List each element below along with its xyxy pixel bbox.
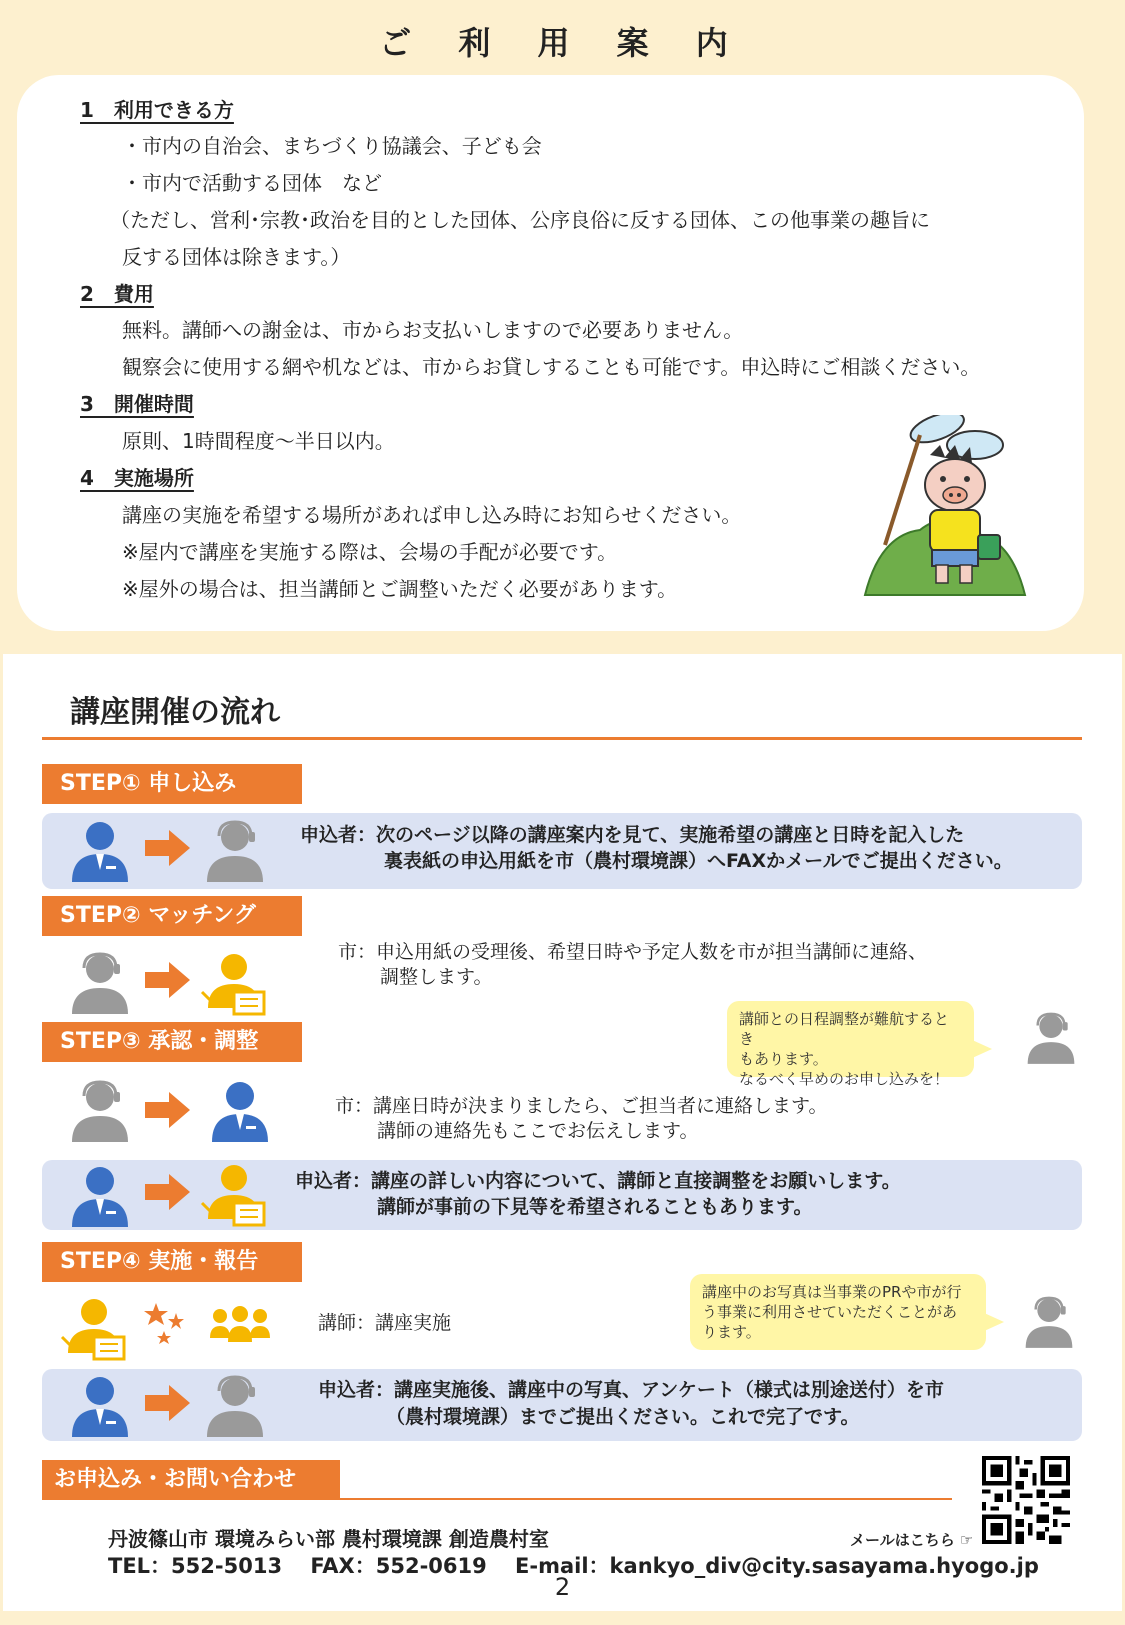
page-title: ご 利 用 案 内	[379, 24, 746, 62]
applicant-icon	[70, 1165, 130, 1227]
arrow-right-icon	[145, 1174, 190, 1210]
city-staff-icon	[1026, 1012, 1076, 1064]
info-text: 観察会に使用する網や机などは、市からお貸しすることも可能です。申込時にご相談ください。	[122, 355, 981, 379]
bubble-text: ります。	[702, 1323, 761, 1341]
info-text: 原則、1時間程度～半日以内。	[122, 429, 395, 453]
arrow-right-icon	[145, 1385, 190, 1421]
stars-icon	[144, 1303, 188, 1347]
step4-band-line1: 申込者：講座実施後、講座中の写真、アンケート（様式は別途送付）を市	[318, 1379, 944, 1401]
step2-header: STEP② マッチング	[42, 896, 302, 936]
step4-text: 講師：講座実施	[318, 1312, 452, 1334]
contact-header: お申込み・お問い合わせ	[42, 1460, 340, 1500]
participants-icon	[210, 1306, 270, 1344]
step4-band-line2: （農村環境課）までご提出ください。これで完了です。	[386, 1406, 860, 1428]
step1-text-line1: 申込者：次のページ以降の講座案内を見て、実施希望の講座と日時を記入した	[300, 824, 965, 846]
bubble-text: なるべく早めのお申し込みを！	[739, 1070, 950, 1088]
applicant-icon	[70, 1375, 130, 1437]
section-heading: 1 利用できる方	[80, 98, 234, 122]
contact-organization: 丹波篠山市 環境みらい部 農村環境課 創造農村室	[108, 1527, 549, 1551]
info-text: ※屋内で講座を実施する際は、会場の手配が必要です。	[122, 540, 618, 564]
lecturer-icon	[200, 952, 268, 1016]
info-text: ・市内で活動する団体 など	[122, 171, 382, 195]
contact-phones-email: TEL：552-5013 FAX：552-0619 E-mail：kankyo_div@city.sasayama.hyogo.jp	[108, 1554, 1039, 1578]
step3-band-line1: 申込者：講座の詳しい内容について、講師と直接調整をお願いします。	[295, 1170, 901, 1192]
arrow-right-icon	[145, 1092, 190, 1128]
section-heading: 3 開催時間	[80, 392, 194, 416]
page-number: 2	[554, 1573, 571, 1601]
flow-divider	[42, 737, 1082, 740]
mail-link[interactable]: メールはこちら ☞	[850, 1531, 974, 1549]
step2-text-line1: 市：申込用紙の受理後、希望日時や予定人数を市が担当講師に連絡、	[338, 941, 928, 963]
boar-mascot-illustration	[860, 415, 1030, 605]
city-staff-icon	[1024, 1296, 1074, 1348]
step2-text-line2: 調整します。	[380, 966, 493, 988]
step1-text-line2: 裏表紙の申込用紙を市（農村環境課）へFAXかメールでご提出ください。	[384, 850, 1013, 872]
info-text: ※屋外の場合は、担当講師とご調整いただく必要があります。	[122, 577, 678, 601]
applicant-icon	[70, 820, 130, 882]
city-staff-icon	[70, 1080, 130, 1142]
step3-text-line1: 市：講座日時が決まりましたら、ご担当者に連絡します。	[335, 1095, 828, 1117]
city-staff-icon	[70, 952, 130, 1014]
bubble-text: 講師との日程調整が難航するとき	[739, 1010, 950, 1048]
step3-text-line2: 講師の連絡先もここでお伝えします。	[377, 1120, 699, 1142]
city-staff-icon	[205, 1375, 265, 1437]
bubble-text: もあります。	[739, 1050, 828, 1068]
speech-bubble-photos	[690, 1274, 986, 1350]
lecturer-icon	[200, 1163, 268, 1227]
lecturer-icon	[60, 1297, 128, 1361]
speech-bubble-scheduling	[727, 1001, 974, 1088]
info-text: 講座の実施を希望する場所があれば申し込み時にお知らせください。	[122, 503, 742, 527]
applicant-icon	[210, 1080, 270, 1142]
arrow-right-icon	[145, 830, 190, 866]
bubble-text: う事業に利用させていただくことがあ	[702, 1303, 958, 1321]
city-staff-icon	[205, 820, 265, 882]
step4-header: STEP④ 実施・報告	[42, 1242, 302, 1282]
contact-divider	[340, 1498, 952, 1500]
bubble-text: 講座中のお写真は当事業のPRや市が行	[702, 1283, 962, 1301]
step3-header: STEP③ 承認・調整	[42, 1022, 302, 1062]
arrow-right-icon	[145, 962, 190, 998]
section-heading: 2 費用	[80, 282, 154, 306]
step1-header: STEP① 申し込み	[42, 764, 302, 804]
info-text: 無料。講師への謝金は、市からお支払いしますので必要ありません。	[122, 318, 744, 342]
info-text: （ただし、営利･宗教･政治を目的とした団体、公序良俗に反する団体、この他事業の趣旨に	[110, 208, 930, 232]
info-text: 反する団体は除きます。）	[122, 245, 351, 269]
flow-title: 講座開催の流れ	[70, 695, 280, 730]
qr-code-icon[interactable]	[982, 1456, 1070, 1544]
step3-band-line2: 講師が事前の下見等を希望されることもあります。	[377, 1196, 813, 1218]
info-text: ・市内の自治会、まちづくり協議会、子ども会	[122, 134, 542, 158]
section-heading: 4 実施場所	[80, 466, 194, 490]
